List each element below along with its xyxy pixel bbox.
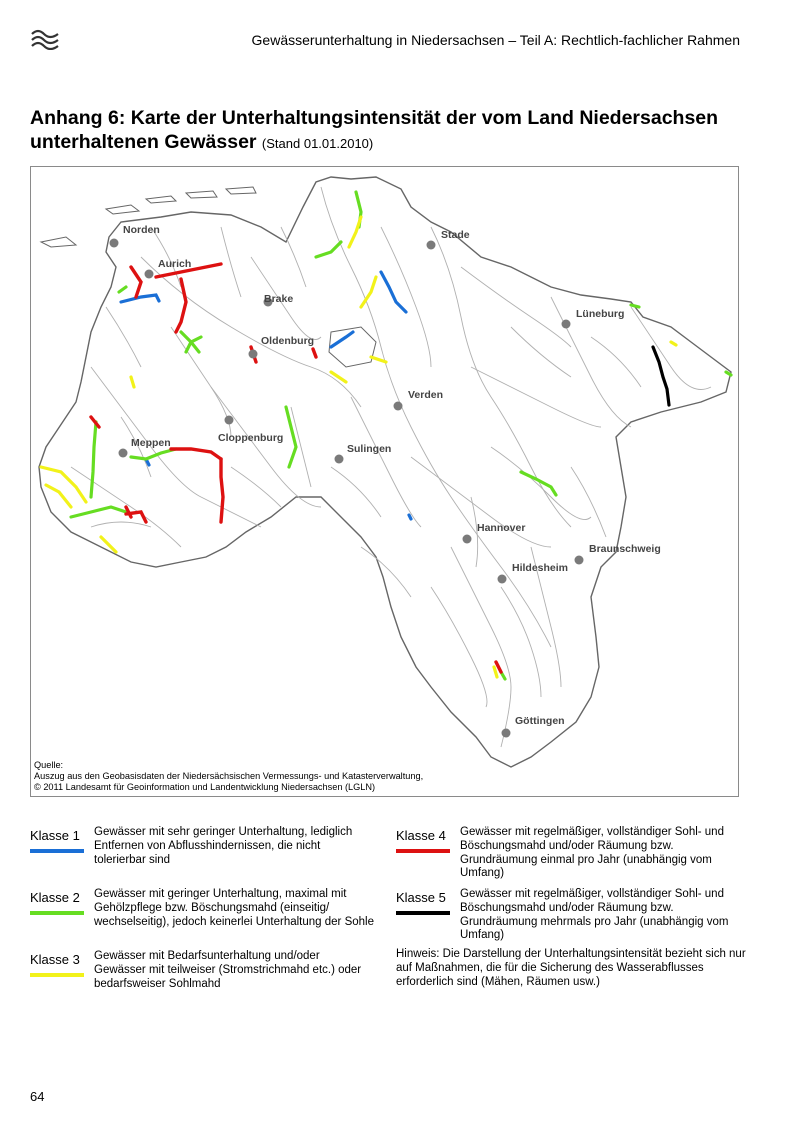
legend-text-klasse3: Gewässer mit Bedarfsunterhaltung und/oder Gewässer mit teilweiser (Stromstrichmahd etc.) oder bedarfsweiser Sohlmahd xyxy=(94,950,362,990)
legend-label-klasse5: Klasse 5 xyxy=(396,890,446,905)
city-label-hildesheim: Hildesheim xyxy=(512,562,569,574)
legend-swatch-klasse1 xyxy=(30,849,84,853)
city-label-sulingen: Sulingen xyxy=(347,443,392,455)
city-label-braunschweig: Braunschweig xyxy=(589,543,661,555)
source-line-3: © 2011 Landesamt für Geoinformation und Landentwicklung Niedersachsen (LGLN) xyxy=(34,782,376,792)
running-header: Gewässerunterhaltung in Niedersachsen – Teil A: Rechtlich-fachlicher Rahmen xyxy=(251,32,740,48)
state-outline xyxy=(39,177,731,767)
page-title xyxy=(30,106,750,156)
city-label-hannover: Hannover xyxy=(477,522,526,534)
city-label-meppen: Meppen xyxy=(131,437,171,449)
city-label-norden: Norden xyxy=(123,224,160,236)
legend-swatch-klasse4 xyxy=(396,849,450,853)
title-main: Anhang 6: Karte der Unterhaltungsintensität der vom Land Niedersachsen unterhaltenen Gewässer xyxy=(30,107,719,153)
city-label-oldenburg: Oldenburg xyxy=(261,335,315,347)
legend-text-klasse2: Gewässer mit geringer Unterhaltung, maximal mit Gehölzpflege bzw. Böschungsmahd (einseitig/ wechselseitig), jedoch keinerlei Unterhaltung der Sohle xyxy=(94,888,374,928)
wave-logo-icon xyxy=(30,28,60,50)
legend-label-klasse3: Klasse 3 xyxy=(30,952,80,967)
city-label-goettingen: Göttingen xyxy=(515,715,565,727)
legend-text-klasse4: Gewässer mit regelmäßiger, vollständiger Sohl- und Böschungsmahd und/oder Räumung bzw. Grundräumung einmal pro Jahr (unabhängig vom Umfang) xyxy=(460,826,724,880)
city-label-brake: Brake xyxy=(264,293,294,305)
legend-text-klasse1: Gewässer mit sehr geringer Unterhaltung, lediglich Entfernen von Abflusshindernissen, die nicht tolerierbar sind xyxy=(94,826,353,866)
city-label-aurich: Aurich xyxy=(158,258,192,270)
legend-swatch-klasse2 xyxy=(30,911,84,915)
legend xyxy=(30,826,750,1006)
city-label-cloppenburg: Cloppenburg xyxy=(218,432,284,444)
source-line-2: Auszug aus den Geobasisdaten der Niedersächsischen Vermessungs- und Katasterverwaltung, xyxy=(34,771,424,781)
legend-label-klasse2: Klasse 2 xyxy=(30,890,80,905)
island xyxy=(186,191,217,198)
city-label-lueneburg: Lüneburg xyxy=(576,308,625,320)
island xyxy=(41,237,76,247)
legend-swatch-klasse5 xyxy=(396,911,450,915)
map-source xyxy=(34,760,423,793)
map-frame xyxy=(30,166,739,797)
legend-label-klasse1: Klasse 1 xyxy=(30,828,80,843)
island xyxy=(106,205,139,214)
island xyxy=(146,196,176,203)
city-label-verden: Verden xyxy=(408,389,444,401)
legend-label-klasse4: Klasse 4 xyxy=(396,828,446,843)
city-label-stade: Stade xyxy=(441,229,470,241)
title-stand: (Stand 01.01.2010) xyxy=(261,136,374,151)
legend-hint: Hinweis: Die Darstellung der Unterhaltungsintensität bezieht sich nur auf Maßnahmen, die für die Sicherung des Wasserabflusses erforderlich sind (Mähen, Räumen usw.) xyxy=(396,948,746,988)
legend-text-klasse5: Gewässer mit regelmäßiger, vollständiger Sohl- und Böschungsmahd und/oder Räumung bzw. Grundräumung mehrmals pro Jahr (unabhängig vom Umfang) xyxy=(460,888,729,942)
page-number: 64 xyxy=(30,1089,45,1104)
source-line-1: Quelle: xyxy=(34,760,64,770)
legend-swatch-klasse3 xyxy=(30,973,84,977)
map-svg xyxy=(31,167,738,796)
island xyxy=(226,187,256,194)
